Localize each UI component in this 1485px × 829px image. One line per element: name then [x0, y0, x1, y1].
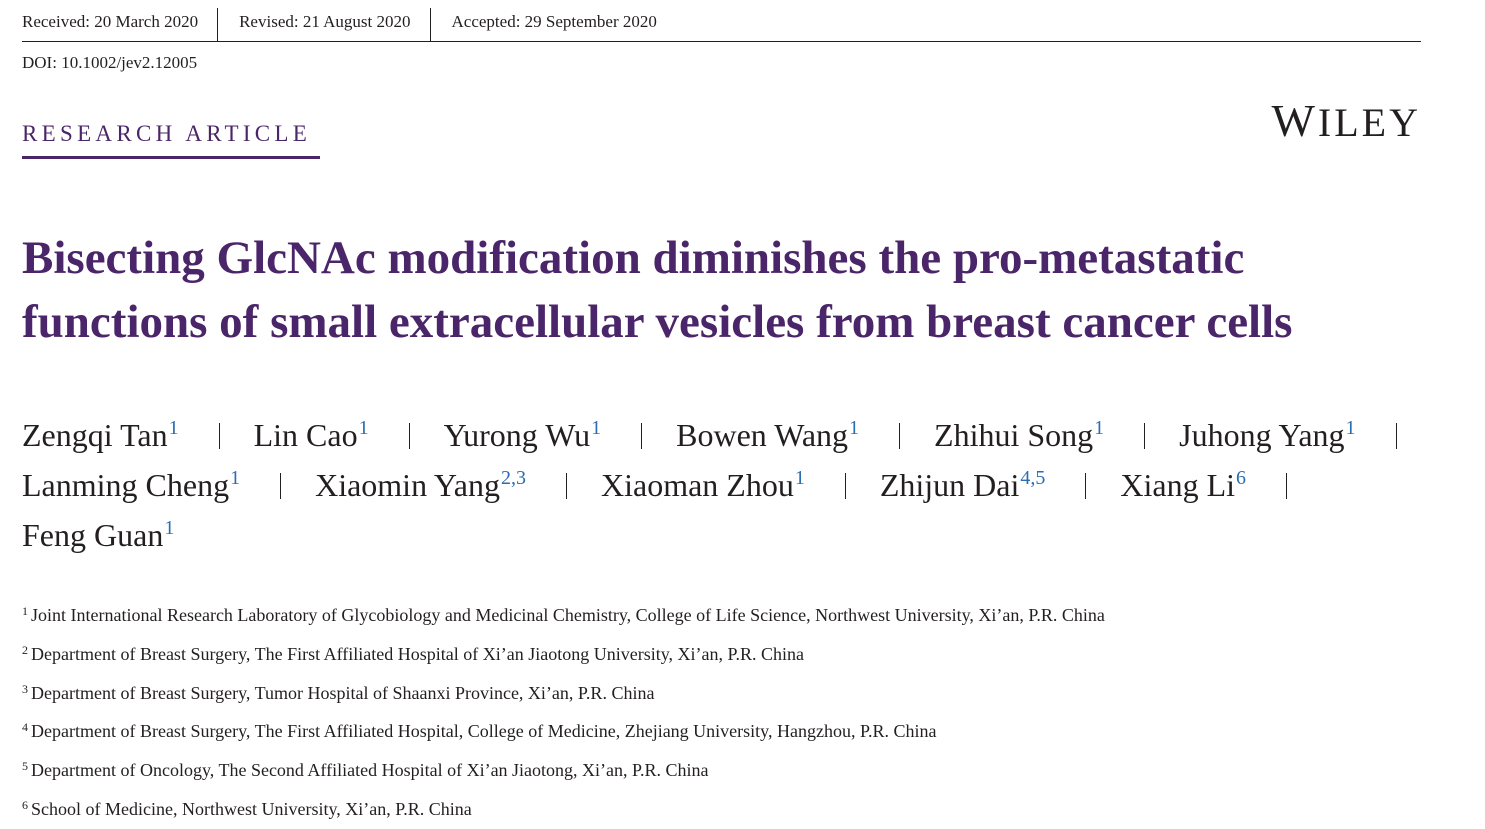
affiliation-number: 4 — [22, 720, 28, 735]
article-title-line-2: functions of small extracellular vesicles from breast cancer cells — [22, 296, 1293, 348]
author-separator — [1144, 423, 1145, 449]
affiliation-text: Department of Breast Surgery, The First Affiliated Hospital of Xi’an Jiaotong University, Xi’an, P.R. China — [31, 643, 805, 664]
author-name[interactable]: Lin Cao — [253, 417, 358, 453]
author-affiliation-ref[interactable]: 1 — [794, 467, 805, 489]
doi[interactable]: DOI: 10.1002/jev2.12005 — [22, 53, 198, 72]
author[interactable] — [601, 460, 805, 510]
affiliation-list — [22, 596, 1462, 829]
author-name[interactable]: Xiaomin Yang — [315, 467, 500, 503]
author-affiliation-ref[interactable]: 4,5 — [1020, 467, 1046, 489]
author-affiliation-ref[interactable]: 1 — [849, 417, 860, 439]
affiliation-item — [22, 712, 1462, 751]
author-separator — [845, 473, 846, 499]
author-list — [22, 410, 1452, 560]
author-affiliation-ref[interactable]: 1 — [1094, 417, 1105, 439]
author-affiliation-ref[interactable]: 1 — [230, 467, 241, 489]
author-affiliation-ref[interactable]: 6 — [1236, 467, 1246, 489]
author-name[interactable]: Xiang Li — [1120, 467, 1235, 503]
author-separator — [899, 423, 900, 449]
author-separator — [1286, 473, 1287, 499]
affiliation-item — [22, 751, 1462, 790]
affiliation-text: Department of Breast Surgery, Tumor Hospital of Shaanxi Province, Xi’an, P.R. China — [31, 682, 655, 703]
affiliation-text: Department of Breast Surgery, The First Affiliated Hospital, College of Medicine, Zhejiang University, Hangzhou, P.R. China — [31, 721, 937, 742]
author-name[interactable]: Bowen Wang — [676, 417, 849, 453]
author-separator — [641, 423, 642, 449]
author-name[interactable]: Zengqi Tan — [22, 417, 168, 453]
article-type-label: RESEARCH ARTICLE — [22, 121, 320, 159]
author[interactable] — [22, 460, 240, 510]
affiliation-text: School of Medicine, Northwest University, Xi’an, P.R. China — [31, 798, 472, 819]
author-separator — [409, 423, 410, 449]
author-name[interactable]: Zhijun Dai — [879, 467, 1020, 503]
affiliation-number: 1 — [22, 604, 28, 618]
author-name[interactable]: Feng Guan — [22, 517, 164, 553]
affiliation-item — [22, 790, 1462, 829]
article-title — [22, 226, 1442, 354]
author[interactable] — [934, 410, 1104, 460]
article-history-bar — [22, 8, 1421, 42]
author[interactable] — [676, 410, 859, 460]
author-name[interactable]: Lanming Cheng — [22, 467, 230, 503]
author-name[interactable]: Juhong Yang — [1179, 417, 1345, 453]
affiliation-number: 5 — [22, 759, 28, 774]
author-separator — [566, 473, 567, 499]
author[interactable] — [880, 460, 1046, 510]
author[interactable] — [22, 510, 174, 560]
affiliation-number: 6 — [22, 797, 28, 812]
received-date: Received: 20 March 2020 — [22, 8, 218, 41]
affiliation-item — [22, 635, 1462, 674]
author-name[interactable]: Xiaoman Zhou — [600, 467, 794, 503]
author-separator — [1396, 423, 1397, 449]
author[interactable] — [1120, 460, 1246, 510]
author-name[interactable]: Zhihui Song — [934, 417, 1094, 453]
author-affiliation-ref[interactable]: 1 — [164, 517, 175, 539]
author[interactable] — [22, 410, 179, 460]
affiliation-text: Joint International Research Laboratory of Glycobiology and Medicinal Chemistry, College of Life Science, Northwest University, Xi’an, P.R. China — [31, 605, 1105, 625]
publisher-logo — [1272, 94, 1422, 147]
author[interactable] — [444, 410, 602, 460]
author-name[interactable]: Yurong Wu — [443, 417, 591, 453]
publisher-logo-rest: ILEY — [1317, 100, 1421, 145]
author-affiliation-ref[interactable]: 1 — [358, 417, 369, 439]
author-separator — [219, 423, 220, 449]
author-separator — [280, 473, 281, 499]
author-separator — [1085, 473, 1086, 499]
revised-date: Revised: 21 August 2020 — [218, 8, 430, 41]
author-affiliation-ref[interactable]: 1 — [1345, 417, 1356, 439]
affiliation-number: 2 — [22, 642, 28, 657]
article-title-line-1: Bisecting GlcNAc modification diminishes the pro-metastatic — [22, 232, 1245, 284]
affiliation-item — [22, 674, 1462, 713]
author[interactable] — [254, 410, 369, 460]
author-affiliation-ref[interactable]: 2,3 — [500, 467, 526, 489]
author-affiliation-ref[interactable]: 1 — [168, 417, 179, 439]
affiliation-item — [22, 596, 1462, 635]
publisher-logo-initial: W — [1271, 95, 1318, 146]
author-affiliation-ref[interactable]: 1 — [591, 417, 602, 439]
affiliation-number: 3 — [22, 681, 28, 696]
affiliation-text: Department of Oncology, The Second Affiliated Hospital of Xi’an Jiaotong, Xi’an, P.R. China — [31, 760, 709, 781]
accepted-date: Accepted: 29 September 2020 — [451, 12, 657, 31]
author[interactable] — [315, 460, 526, 510]
author[interactable] — [1179, 410, 1355, 460]
